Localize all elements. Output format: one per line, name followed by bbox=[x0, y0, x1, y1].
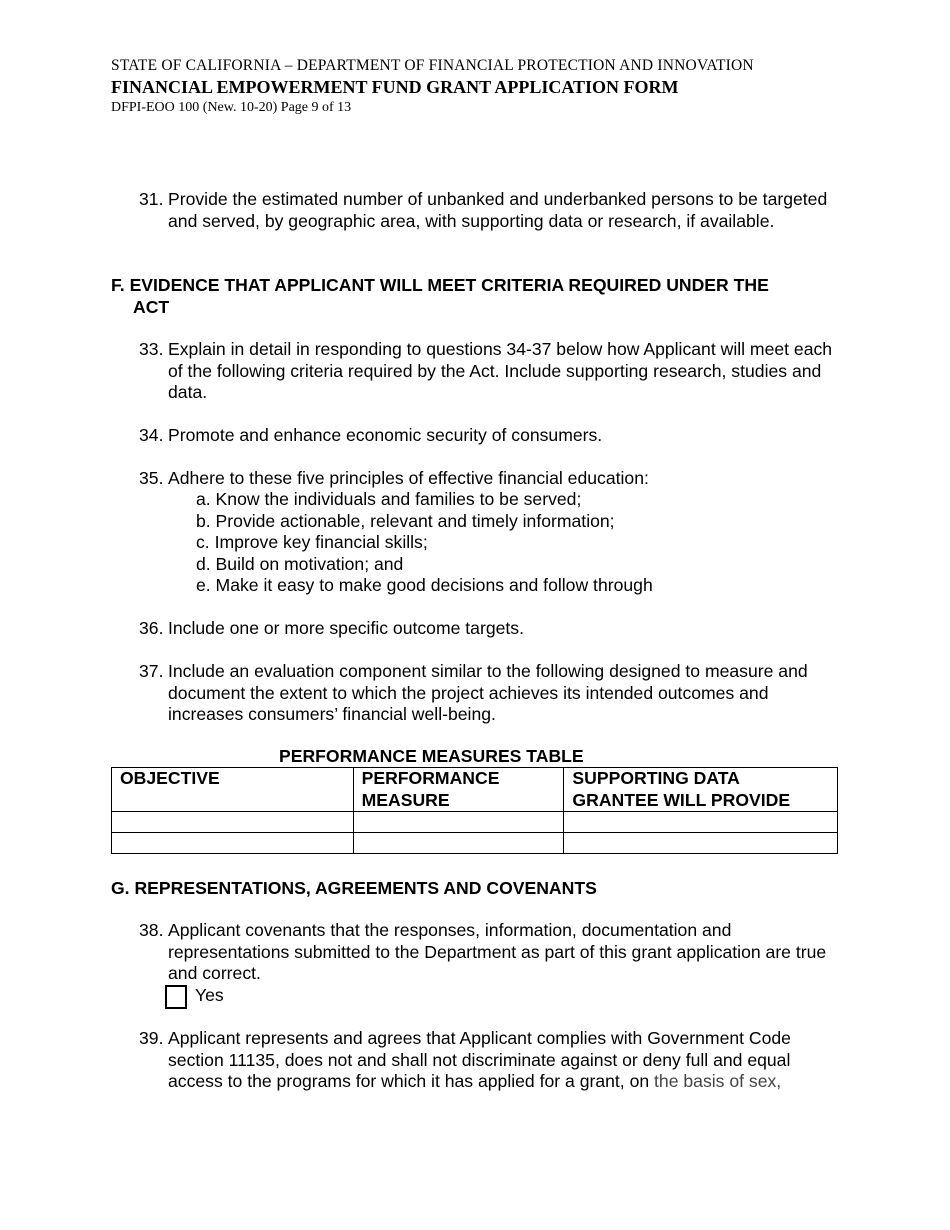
question-text: Applicant covenants that the responses, information, documentation and representations submitted to the Department as part of this grant application are true and correct. bbox=[168, 920, 827, 983]
question-number: 31. bbox=[139, 189, 164, 209]
question-number: 39. bbox=[139, 1028, 164, 1048]
question-36 bbox=[139, 618, 839, 640]
question-39 bbox=[139, 1028, 839, 1093]
question-text: Include one or more specific outcome targets. bbox=[168, 618, 524, 638]
question-text-main: Applicant represents and agrees that Applicant complies with Government Code section 11135, does not and shall not discriminate against or deny full and equal access to the programs for which it has applied for a grant, on bbox=[168, 1028, 791, 1091]
question-text: Include an evaluation component similar to the following designed to measure and document the extent to which the project achieves its intended outcomes and increases consumers’ financial well-being. bbox=[168, 661, 808, 724]
question-number: 34. bbox=[139, 425, 164, 445]
section-f-line2: ACT bbox=[133, 296, 170, 317]
table-cell[interactable] bbox=[112, 812, 354, 833]
question-text: Promote and enhance economic security of consumers. bbox=[168, 425, 603, 445]
question-number: 37. bbox=[139, 661, 164, 681]
table-cell[interactable] bbox=[353, 812, 564, 833]
table-header-row bbox=[112, 768, 838, 812]
header-supporting-data: SUPPORTING DATA GRANTEE WILL PROVIDE bbox=[564, 768, 838, 812]
principle-item-d: d. Build on motivation; and bbox=[196, 554, 404, 574]
question-38 bbox=[139, 920, 839, 985]
question-33 bbox=[139, 339, 839, 404]
table-cell[interactable] bbox=[112, 833, 354, 854]
question-text: Provide the estimated number of unbanked and underbanked persons to be targeted and served, by geographic area, with supporting data or research, if available. bbox=[168, 189, 828, 231]
question-35 bbox=[139, 468, 839, 490]
question-37 bbox=[139, 661, 839, 726]
section-f-heading bbox=[111, 275, 831, 318]
performance-measures-table bbox=[111, 767, 838, 854]
yes-checkbox-label: Yes bbox=[195, 985, 224, 1005]
question-number: 38. bbox=[139, 920, 164, 940]
table-cell[interactable] bbox=[564, 812, 838, 833]
question-text: Explain in detail in responding to questions 34-37 below how Applicant will meet each of the following criteria required by the Act. Include supporting research, studies and data. bbox=[168, 339, 833, 402]
table-cell[interactable] bbox=[353, 833, 564, 854]
question-number: 36. bbox=[139, 618, 164, 638]
header-objective: OBJECTIVE bbox=[112, 768, 354, 812]
section-g-heading: G. REPRESENTATIONS, AGREEMENTS AND COVENANTS bbox=[111, 878, 597, 898]
table-title: PERFORMANCE MEASURES TABLE bbox=[279, 746, 584, 766]
header-agency: STATE OF CALIFORNIA – DEPARTMENT OF FINANCIAL PROTECTION AND INNOVATION bbox=[111, 57, 754, 74]
principle-item-e: e. Make it easy to make good decisions and follow through bbox=[196, 575, 653, 595]
table-cell[interactable] bbox=[564, 833, 838, 854]
principle-item-b: b. Provide actionable, relevant and timely information; bbox=[196, 511, 615, 531]
principle-item-c: c. Improve key financial skills; bbox=[196, 532, 428, 552]
header-form-title: FINANCIAL EMPOWERMENT FUND GRANT APPLICATION FORM bbox=[111, 77, 679, 97]
header-performance-measure: PERFORMANCE MEASURE bbox=[353, 768, 564, 812]
question-text bbox=[168, 1028, 839, 1093]
question-31 bbox=[139, 189, 839, 232]
table-row bbox=[112, 833, 838, 854]
question-text-faded: the basis of sex, bbox=[654, 1071, 782, 1091]
section-f-line1: F. EVIDENCE THAT APPLICANT WILL MEET CRITERIA REQUIRED UNDER THE bbox=[111, 275, 769, 295]
question-text: Adhere to these five principles of effective financial education: bbox=[168, 468, 649, 488]
principle-item-a: a. Know the individuals and families to be served; bbox=[196, 489, 582, 509]
table-row bbox=[112, 812, 838, 833]
header-form-id: DFPI-EOO 100 (New. 10-20) Page 9 of 13 bbox=[111, 100, 352, 115]
question-number: 35. bbox=[139, 468, 164, 488]
question-number: 33. bbox=[139, 339, 164, 359]
question-34 bbox=[139, 425, 839, 447]
yes-checkbox[interactable] bbox=[165, 985, 187, 1009]
